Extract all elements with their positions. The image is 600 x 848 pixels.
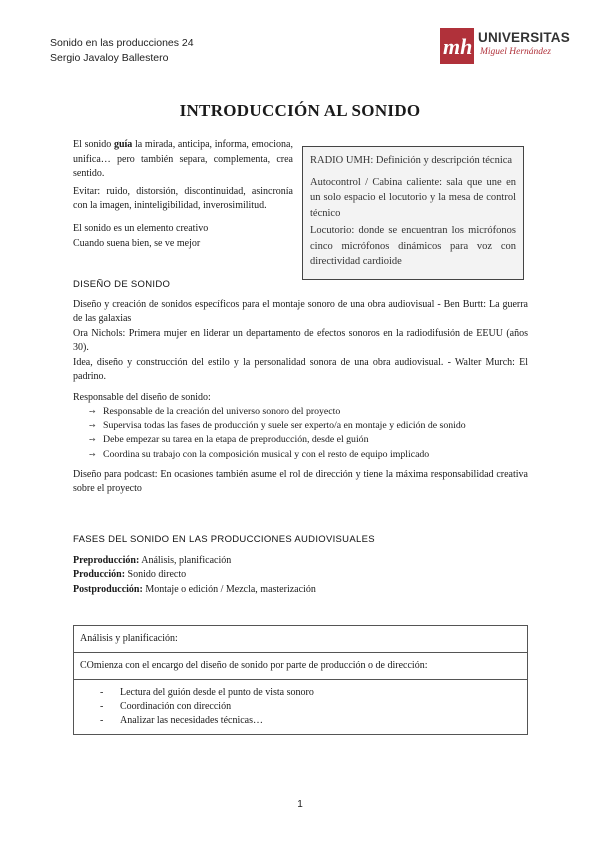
fase-label: Preproducción: [73,554,140,566]
logo-mark-letters: mh [443,34,473,59]
table-row [74,680,527,734]
responsable-list [73,405,528,462]
fases-section [73,533,528,597]
intro-paragraph-4: Cuando suena bien, se ve mejor [73,237,201,249]
intro-text [73,138,293,251]
diseno-section [73,278,528,497]
list-item [100,714,521,728]
logo-mark [440,28,474,64]
header-course: Sonido en las producciones 24 [50,37,194,49]
fase-item [73,554,528,569]
list-item-text: Analizar las necesidades técnicas… [120,715,263,726]
fase-label: Postproducción: [73,583,143,595]
list-item-text: Coordina su trabajo con la composición musical y con el resto de equipo implicado [103,448,430,460]
diseno-paragraph-1: Diseño y creación de sonidos específicos para el montaje sonoro de una obra audiovisual - Ben Burtt: La guerra de las galaxias [73,298,528,324]
analisis-list [80,686,521,728]
list-item-text: Lectura del guión desde el punto de vista sonoro [120,687,314,698]
list-item [89,405,528,419]
intro-paragraph-3: El sonido es un elemento creativo [73,222,209,234]
diseno-paragraph-3: Idea, diseño y construcción del estilo y la personalidad sonora de una obra audiovisual. - Walter Murch: El padrino. [73,356,528,382]
list-item [89,419,528,433]
intro-paragraph-1 [73,138,293,182]
list-item-text: Responsable de la creación del universo sonoro del proyecto [103,406,341,417]
list-item-text: Debe empezar su tarea en la etapa de preproducción, desde el guión [103,434,369,446]
arrow-bullet-icon: ➙ [89,449,96,459]
arrow-bullet-icon: ➙ [89,421,96,431]
podcast-paragraph: Diseño para podcast: En ocasiones también asume el rol de dirección y tiene la máxima responsabilidad creativa sobre el proyecto [73,468,528,495]
university-logo [440,28,570,70]
dash-bullet-icon: - [100,687,104,698]
arrow-bullet-icon: ➙ [89,407,96,416]
fase-item [73,568,528,583]
dash-bullet-icon: - [100,701,104,712]
table-row: Análisis y planificación: [74,626,527,653]
table-row: COmienza con el encargo del diseño de sonido por parte de producción o de dirección: [74,653,527,680]
fases-heading: FASES DEL SONIDO EN LAS PRODUCCIONES AUDIOVISUALES [73,534,375,545]
diseno-paragraph-2: Ora Nichols: Primera mujer en liderar un departamento de efectos sonoros en la radiodifusión de EEUU (años 30). [73,327,528,353]
logo-mark-icon [440,28,474,64]
intro-p1-end: la mirada, anticipa, informa, emociona, unifica… pero también separa, complementa, crea sentido. [73,139,293,180]
page-number: 1 [297,799,303,810]
analisis-table [73,625,528,735]
dash-bullet-icon: - [100,715,104,726]
intro-paragraph-2: Evitar: ruido, distorsión, discontinuidad, asincronía con la imagen, ininteligibilidad, inverosimilitud. [73,185,293,212]
diseno-heading: DISEÑO DE SONIDO [73,279,171,290]
radio-box-title: RADIO UMH: Definición y descripción técnica [310,155,513,166]
page-title: INTRODUCCIÓN AL SONIDO [179,101,421,120]
list-item [100,686,521,700]
intro-p1-start: El sonido [73,139,114,150]
list-item-text: Coordinación con dirección [120,701,232,712]
list-item [89,448,528,462]
header-author: Sergio Javaloy Ballestero [50,52,169,64]
fase-text: Montaje o edición / Mezcla, masterización [142,583,316,595]
intro-p1-bold: guía [113,139,133,150]
fase-label: Producción: [73,569,126,580]
page-header [50,36,194,66]
list-item [100,700,521,714]
radio-box-paragraph-1: Autocontrol / Cabina caliente: sala que une en un solo espacio el locutorio y la mesa de control técnico [310,176,516,219]
list-item [89,433,528,447]
fase-text: Análisis, planificación [139,554,232,566]
arrow-bullet-icon: ➙ [89,435,96,445]
fase-text: Sonido directo [125,569,187,580]
radio-box-paragraph-2: Locutorio: donde se encuentran los micrófonos cinco micrófonos dinámicos para voz con directividad cardioide [310,225,516,267]
radio-umh-box [302,146,524,280]
list-item-text: Supervisa todas las fases de producción y suele ser experto/a en montaje y edición de sonido [103,420,466,432]
logo-subtitle: Miguel Hernández [480,47,551,57]
fase-item [73,583,528,598]
responsable-label: Responsable del diseño de sonido: [73,391,211,403]
logo-name: UNIVERSITAS [478,30,570,45]
